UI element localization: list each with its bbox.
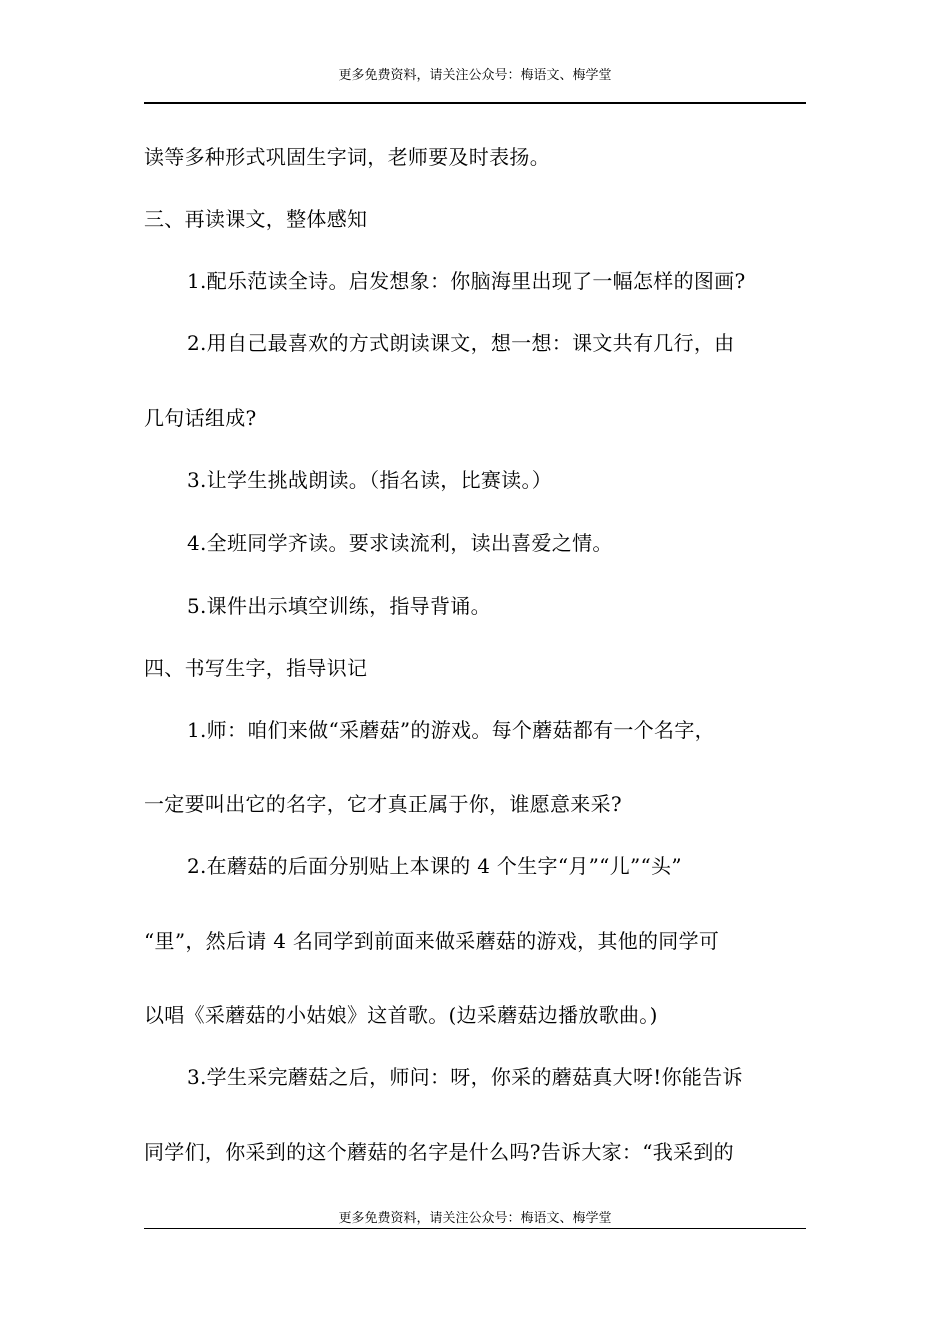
footer-divider	[144, 1228, 806, 1229]
list-item-4-3-cont: 同学们，你采到的这个蘑菇的名字是什么吗?告诉大家：“我采到的	[144, 1140, 734, 1164]
footer-text: 更多免费资料，请关注公众号：梅语文、梅学堂	[338, 1211, 612, 1226]
section-heading-4: 四、书写生字，指导识记	[144, 656, 368, 680]
list-item-3-2-cont: 几句话组成?	[144, 406, 257, 430]
list-item-4-2-cont-2: 以唱《采蘑菇的小姑娘》这首歌。(边采蘑菇边播放歌曲。)	[144, 1003, 658, 1027]
section-heading-3: 三、再读课文，整体感知	[144, 207, 368, 231]
list-item-4-2: 2.在蘑菇的后面分别贴上本课的 4 个生字“月”“儿”“头”	[187, 854, 682, 878]
list-item-3-2: 2.用自己最喜欢的方式朗读课文，想一想：课文共有几行，由	[187, 331, 735, 355]
list-item-4-1-cont: 一定要叫出它的名字，它才真正属于你，谁愿意来采?	[144, 792, 622, 816]
header-text: 更多免费资料，请关注公众号：梅语文、梅学堂	[338, 68, 612, 83]
body-line-continuation: 读等多种形式巩固生字词，老师要及时表扬。	[144, 145, 550, 169]
list-item-3-4: 4.全班同学齐读。要求读流利，读出喜爱之情。	[187, 531, 613, 555]
list-item-3-5: 5.课件出示填空训练，指导背诵。	[187, 594, 491, 618]
list-item-3-3: 3.让学生挑战朗读。（指名读，比赛读。）	[187, 468, 553, 492]
header-divider	[144, 102, 806, 104]
list-item-4-3: 3.学生采完蘑菇之后，师问：呀，你采的蘑菇真大呀!你能告诉	[187, 1065, 743, 1089]
list-item-4-2-cont-1: “里”，然后请 4 名同学到前面来做采蘑菇的游戏，其他的同学可	[144, 929, 720, 953]
list-item-3-1: 1.配乐范读全诗。启发想象：你脑海里出现了一幅怎样的图画?	[187, 269, 746, 293]
list-item-4-1: 1.师：咱们来做“采蘑菇”的游戏。每个蘑菇都有一个名字，	[187, 718, 715, 742]
